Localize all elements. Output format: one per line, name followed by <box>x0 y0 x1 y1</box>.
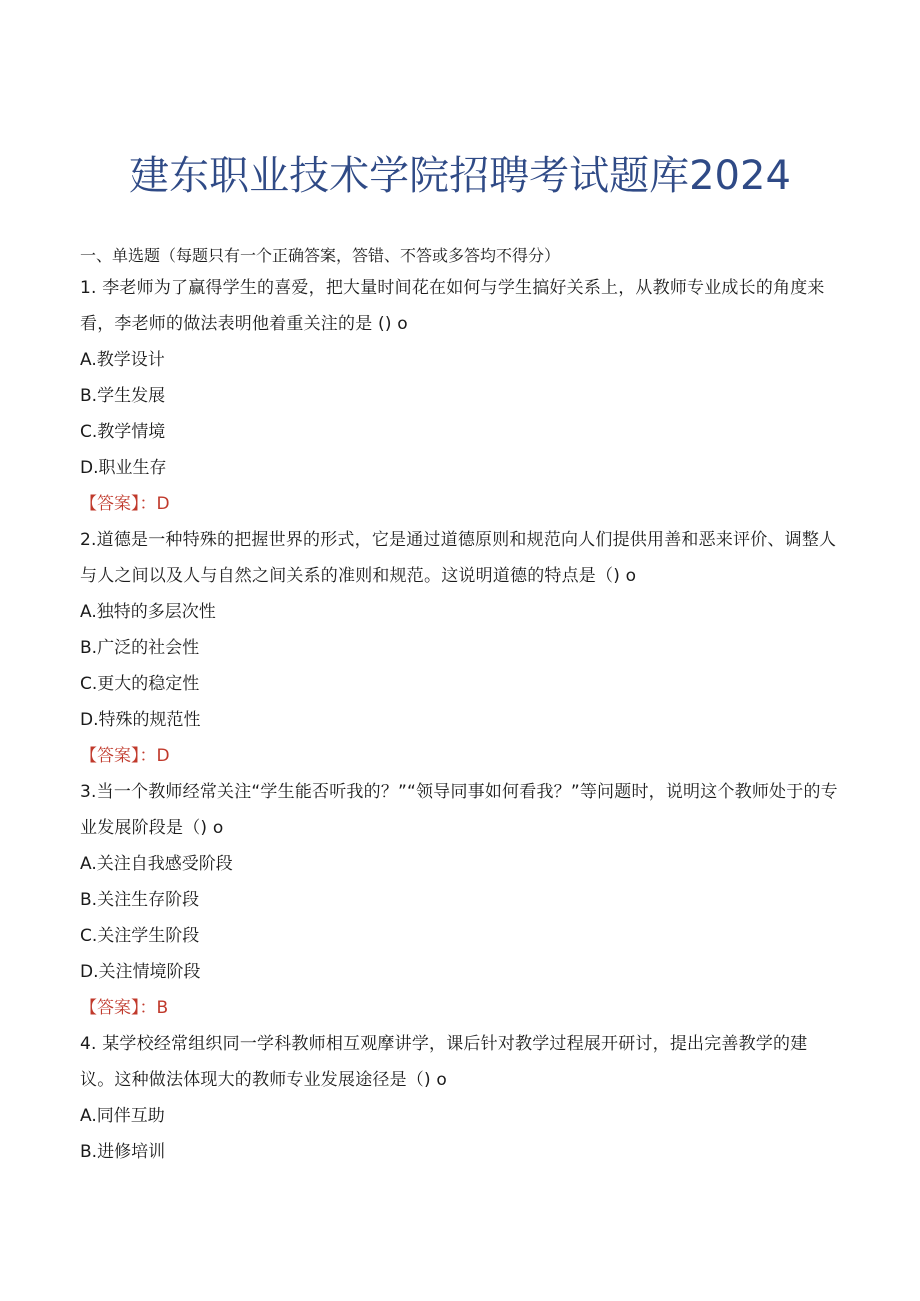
option-b: B.进修培训 <box>80 1142 166 1162</box>
question-2 <box>80 522 840 774</box>
document-title: 建东职业技术学院招聘考试题库2024 <box>129 153 791 199</box>
option-c: C.关注学生阶段 <box>80 926 200 946</box>
answer-line <box>80 990 840 1026</box>
question-stem: 1. 李老师为了赢得学生的喜爱，把大量时间花在如何与学生搞好关系上，从教师专业成长的角度来看，李老师的做法表明他着重关注的是 () o <box>80 278 825 334</box>
answer-line <box>80 486 840 522</box>
question-4 <box>80 1026 840 1170</box>
option-c: C.教学情境 <box>80 422 166 442</box>
question-stem: 2.道德是一种特殊的把握世界的形式，它是通过道德原则和规范向人们提供用善和恶来评价、调整人与人之间以及人与自然之间关系的准则和规范。这说明道德的特点是（) o <box>80 530 837 586</box>
answer-label: 【答案】： <box>80 494 157 514</box>
document-body <box>80 242 840 1170</box>
option-a: A.关注自我感受阶段 <box>80 854 233 874</box>
option-d: D.特殊的规范性 <box>80 710 201 730</box>
option-b: B.学生发展 <box>80 386 166 406</box>
option-b: B.广泛的社会性 <box>80 638 200 658</box>
question-3 <box>80 774 840 1026</box>
option-a: A.教学设计 <box>80 350 165 370</box>
answer-value: B <box>156 998 169 1018</box>
question-stem: 4. 某学校经常组织同一学科教师相互观摩讲学，课后针对教学过程展开研讨，提出完善教学的建议。这种做法体现大的教师专业发展途径是（) o <box>80 1034 808 1090</box>
option-c: C.更大的稳定性 <box>80 674 200 694</box>
section-heading: 一、单选题（每题只有一个正确答案，答错、不答或多答均不得分） <box>80 246 561 265</box>
option-d: D.关注情境阶段 <box>80 962 201 982</box>
option-a: A.同伴互助 <box>80 1106 165 1126</box>
question-stem: 3.当一个教师经常关注“学生能否听我的？”“领导同事如何看我？”等问题时，说明这个教师处于的专业发展阶段是（) o <box>80 782 838 838</box>
answer-value: D <box>156 494 170 514</box>
question-1 <box>80 270 840 522</box>
answer-label: 【答案】： <box>80 998 157 1018</box>
answer-value: D <box>156 746 170 766</box>
option-b: B.关注生存阶段 <box>80 890 200 910</box>
answer-label: 【答案】： <box>80 746 157 766</box>
option-d: D.职业生存 <box>80 458 167 478</box>
option-a: A.独特的多层次性 <box>80 602 216 622</box>
answer-line <box>80 738 840 774</box>
